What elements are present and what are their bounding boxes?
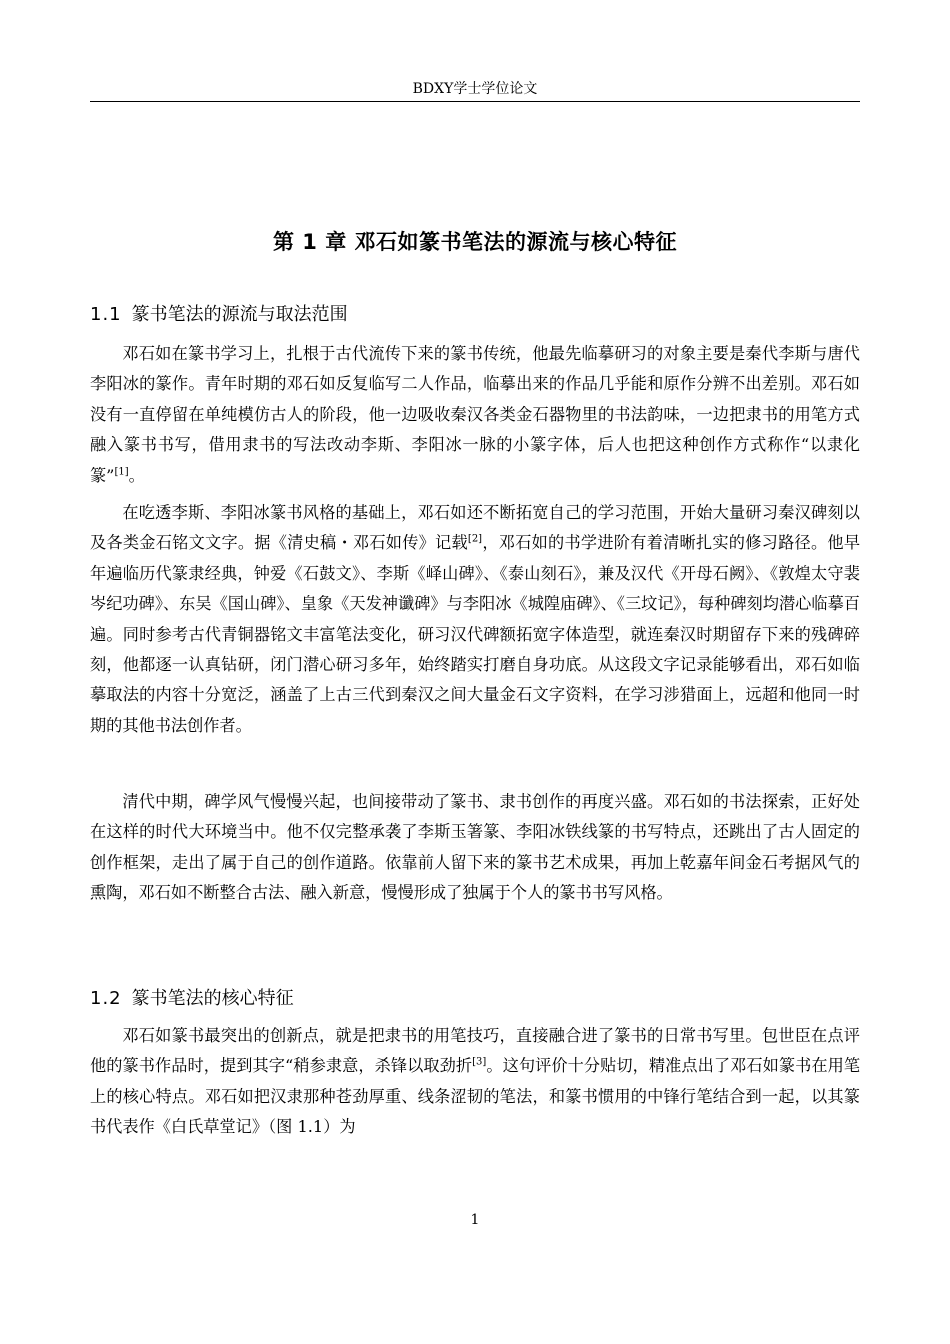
- chapter-title: 第 1 章 邓石如篆书笔法的源流与核心特征: [272, 230, 678, 254]
- paragraph-text: 邓石如篆书最突出的创新点，就是把隶书的用笔技巧，直接融合进了篆书的日常书写里。包世臣在点评他的篆书作品时，提到其字“稍参隶意，杀锋以取劲折: [90, 1026, 860, 1076]
- section-title-text: 篆书笔法的核心特征: [131, 988, 294, 1009]
- header-rule: [90, 101, 860, 102]
- running-header: BDXY学士学位论文: [412, 81, 538, 97]
- paragraph-text: 邓石如在篆书学习上，扎根于古代流传下来的篆书传统，他最先临摹研习的对象主要是秦代李斯与唐代李阳冰的篆作。青年时期的邓石如反复临写二人作品，临摹出来的作品几乎能和原作分辨不出差别。邓石如没有一直停留在单纯模仿古人的阶段，他一边吸收秦汉各类金石器物里的书法韵味，一边把隶书的用笔方式融入篆书书写，借用隶书的写法改动李斯、李阳冰一脉的小篆字体，后人也把这种创作方式称作“以隶化篆”: [90, 344, 860, 485]
- section-number: 1.2: [90, 988, 122, 1009]
- section-heading-1-1: [90, 300, 860, 326]
- body-paragraph: [90, 787, 860, 909]
- section-title-text: 篆书笔法的源流与取法范围: [131, 304, 348, 325]
- body-paragraph: [90, 498, 860, 741]
- section-heading-1-2: [90, 984, 860, 1010]
- page-number: 1: [470, 1212, 480, 1228]
- paragraph-text: ，邓石如的书学进阶有着清晰扎实的修习路径。他早年遍临历代篆隶经典，钟爱《石鼓文》、李斯《峄山碑》、《泰山刻石》，兼及汉代《开母石阙》、《敦煌太守裴岑纪功碑》、东吴《国山碑》、皇象《天发神谶碑》与李阳冰《城隍庙碑》、《三坟记》，每种碑刻均潜心临摹百遍。同时参考古代青铜器铭文丰富笔法变化，研习汉代碑额拓宽字体造型，就连秦汉时期留存下来的残碑碎刻，他都逐一认真钻研，闭门潜心研习多年，始终踏实打磨自身功底。从这段文字记录能够看出，邓石如临摹取法的内容十分宽泛，涵盖了上古三代到秦汉之间大量金石文字资料，在学习涉猎面上，远超和他同一时期的其他书法创作者。: [90, 533, 861, 735]
- body-paragraph: [90, 339, 860, 491]
- paragraph-text: 。这句评价十分贴切，精准点出了邓石如篆书在用笔上的核心特点。邓石如把汉隶那种苍劲厚重、线条涩韧的笔法，和篆书惯用的中锋行笔结合到一起，以其篆书代表作《白氏草堂记》（图 1.1）为: [90, 1056, 861, 1137]
- paragraph-text: 在吃透李斯、李阳冰篆书风格的基础上，邓石如还不断拓宽自己的学习范围，开始大量研习秦汉碑刻以及各类金石铭文文字。据《清史稿・邓石如传》记载: [90, 503, 860, 553]
- body-paragraph: [90, 1021, 860, 1143]
- citation: [2]: [467, 534, 483, 546]
- citation: [3]: [472, 1057, 487, 1069]
- paragraph-text: 。: [128, 465, 145, 485]
- citation: [1]: [114, 466, 129, 478]
- section-number: 1.1: [90, 304, 122, 325]
- paragraph-text: 清代中期，碑学风气慢慢兴起，也间接带动了篆书、隶书创作的再度兴盛。邓石如的书法探索，正好处在这样的时代大环境当中。他不仅完整承袭了李斯玉箸篆、李阳冰铁线篆的书写特点，还跳出了古人固定的创作框架，走出了属于自己的创作道路。依靠前人留下来的篆书艺术成果，再加上乾嘉年间金石考据风气的熏陶，邓石如不断整合古法、融入新意，慢慢形成了独属于个人的篆书书写风格。: [90, 792, 860, 903]
